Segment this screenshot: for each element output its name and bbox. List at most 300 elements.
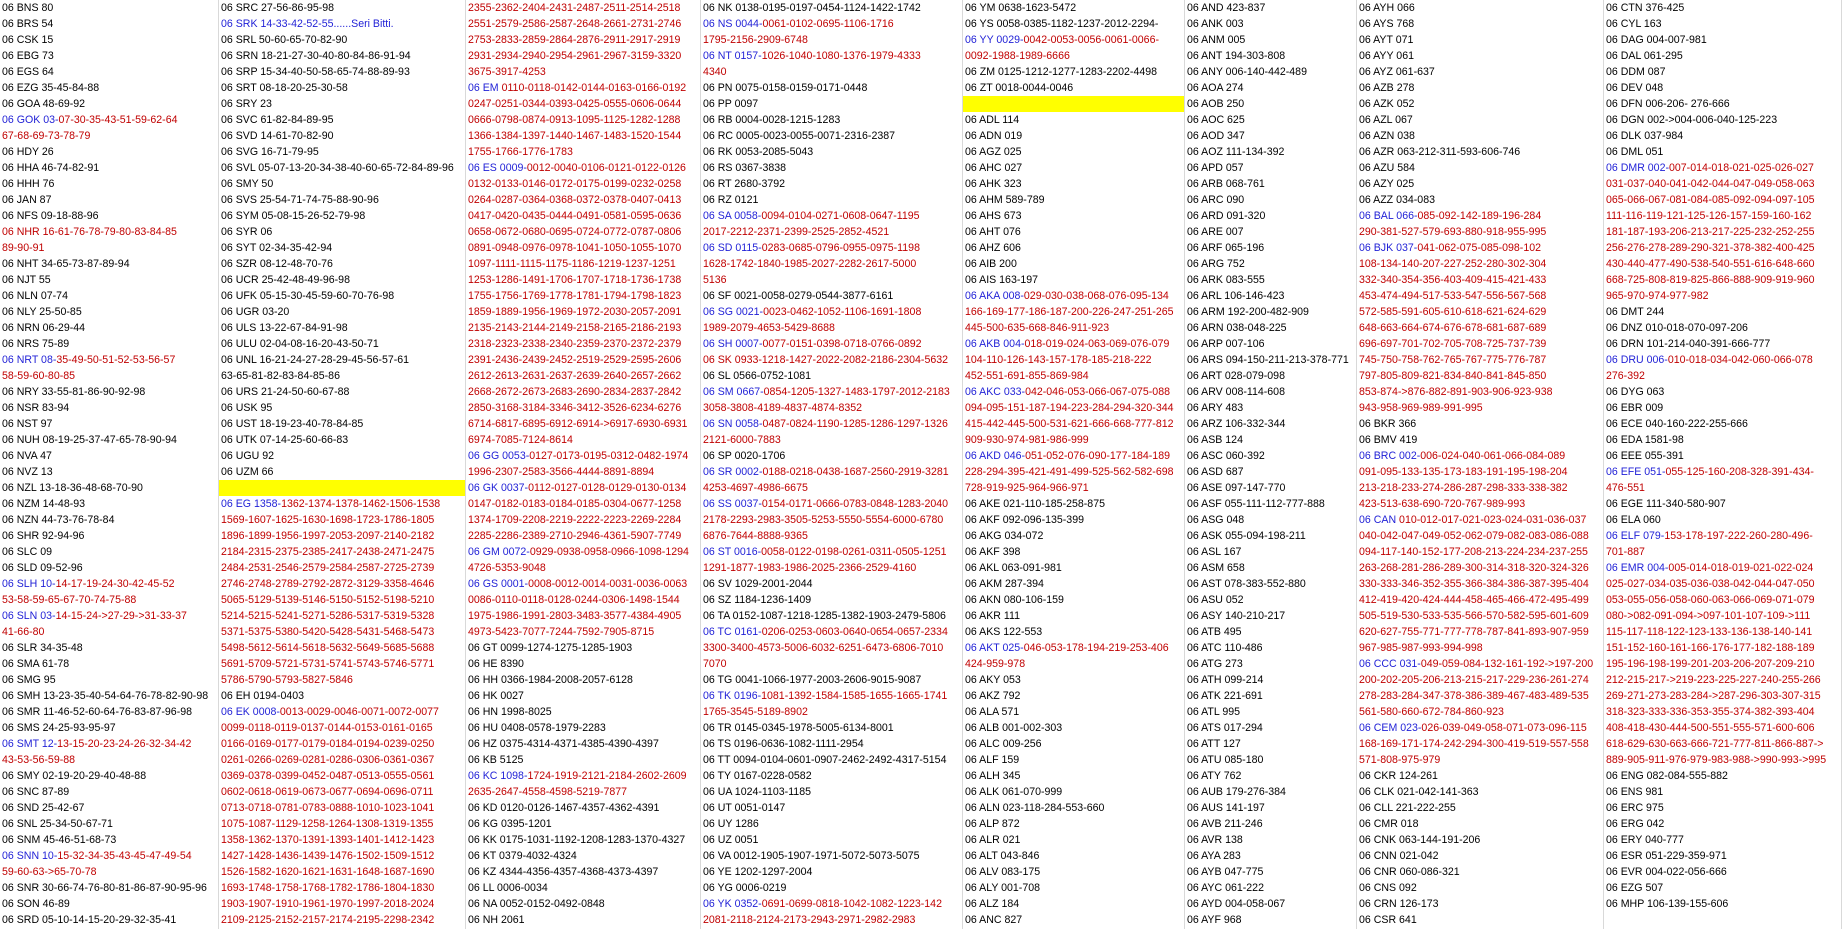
plate-numbers-red: 415-442-445-500-531-621-666-668-777-812 [965,418,1174,430]
plate-text: 06 AZB 278 [1359,82,1415,94]
plate-row [1604,416,1841,432]
plate-numbers-red: 168-169-171-174-242-294-300-419-519-557-558 [1359,738,1589,750]
plate-row [1604,192,1841,208]
plate-row [963,864,1184,880]
plate-text: 06 APD 057 [1187,162,1244,174]
plate-numbers-red: 042-046-053-066-067-075-088 [1025,386,1170,398]
plate-numbers-red: 0092-1988-1989-6666 [965,50,1070,62]
plate-text: 06 NLN 07-74 [2,290,68,302]
plate-text: 06 AYZ 061-637 [1359,66,1435,78]
plate-numbers-red: 1975-1986-1991-2803-3483-3577-4384-4905 [468,610,682,622]
plate-row [219,880,465,896]
plate-row [219,816,465,832]
plate-row [963,896,1184,912]
plate-row [0,816,218,832]
series-prefix: 06 GS 0001- [468,578,529,590]
plate-text: 06 DMT 244 [1606,306,1665,318]
plate-row [0,608,218,624]
plate-numbers-red: 696-697-701-702-705-708-725-737-739 [1359,338,1547,350]
plate-numbers-red: 59-60-63->65-70-78 [2,866,97,878]
plate-text: 06 KG 0395-1201 [468,818,552,830]
plate-numbers-red: 2135-2143-2144-2149-2158-2165-2186-2193 [468,322,682,334]
plate-text: 06 NK 0138-0195-0197-0454-1124-1422-1742 [703,2,921,14]
plate-numbers-red: 041-062-075-085-098-102 [1417,242,1542,254]
plate-row [1357,176,1603,192]
plate-numbers-red: 1903-1907-1910-1961-1970-1997-2018-2024 [221,898,435,910]
series-prefix: 06 SH 0007- [703,338,763,350]
plate-row [1357,288,1603,304]
plate-row [0,672,218,688]
plate-numbers-red: 0012-0040-0106-0121-0122-0126 [526,162,686,174]
series-prefix: 06 SM 0667- [703,386,764,398]
plate-row [963,480,1184,496]
plate-row [701,880,962,896]
plate-numbers-red: 278-283-284-347-378-386-389-467-483-489-535 [1359,690,1589,702]
plate-row [0,560,218,576]
plate-text: 06 AKY 053 [965,674,1021,686]
plate-numbers-red: 14-17-19-24-30-42-45-52 [55,578,175,590]
plate-row [701,160,962,176]
plate-row [1357,592,1603,608]
plate-text: 06 ALC 009-256 [965,738,1042,750]
plate-text: 06 SZR 08-12-48-70-76 [221,258,333,270]
plate-row [1185,192,1356,208]
plate-row [219,864,465,880]
series-prefix: 06 TC 0161- [703,626,762,638]
plate-numbers-red: 0147-0182-0183-0184-0185-0304-0677-1258 [468,498,682,510]
plate-text: 06 HN 1998-8025 [468,706,552,718]
plate-text: 06 SMH 13-23-35-40-54-64-76-78-82-90-98 [2,690,209,702]
plate-row [219,16,465,32]
plate-row [701,224,962,240]
plate-row [701,912,962,928]
plate-numbers-red: 1765-3545-5189-8902 [703,706,808,718]
plate-numbers-red: 007-014-018-021-025-026-027 [1669,162,1814,174]
plate-row [701,672,962,688]
plate-text: 06 ALF 159 [965,754,1020,766]
plate-numbers-red: 0261-0266-0269-0281-0286-0306-0361-0367 [221,754,435,766]
plate-text: 06 ALK 061-070-999 [965,786,1063,798]
plate-row [219,224,465,240]
plate-row [0,448,218,464]
plate-numbers-red: 111-116-119-121-125-126-157-159-160-162 [1606,210,1812,222]
plate-numbers-red: 055-125-160-208-328-391-434- [1665,466,1814,478]
plate-text: 06 AKF 398 [965,546,1021,558]
plate-row [701,832,962,848]
plate-row [701,480,962,496]
plate-text: 06 ARM 192-200-482-909 [1187,306,1309,318]
plate-row [963,736,1184,752]
plate-row [466,352,700,368]
plate-row [1604,656,1841,672]
plate-text: 06 DEV 048 [1606,82,1664,94]
plate-row [963,800,1184,816]
plate-row [1185,576,1356,592]
plate-row [1604,320,1841,336]
series-prefix: 06 ELF 079- [1606,530,1665,542]
plate-numbers-red: 1075-1087-1129-1258-1264-1308-1319-1355 [221,818,434,830]
plate-row [1604,128,1841,144]
plate-row [963,64,1184,80]
plate-numbers-red: 476-551 [1606,482,1645,494]
plate-row [466,672,700,688]
plate-text: 06 AHZ 606 [965,242,1021,254]
series-prefix: 06 AKD 046- [965,450,1026,462]
plate-numbers-red: 0417-0420-0435-0444-0491-0581-0595-0636 [468,210,682,222]
plate-row [1357,144,1603,160]
plate-row [1185,592,1356,608]
plate-row [1357,32,1603,48]
plate-row [701,192,962,208]
plate-row [1604,144,1841,160]
column-2 [219,0,466,929]
series-prefix: 06 YY 0029- [965,34,1024,46]
plate-numbers-red: 2391-2436-2439-2452-2519-2529-2595-2606 [468,354,682,366]
plate-numbers-red: 0602-0618-0619-0673-0677-0694-0696-0711 [221,786,434,798]
plate-row [1604,768,1841,784]
plate-row [963,608,1184,624]
plate-numbers-red: 3058-3808-4189-4837-4874-8352 [703,402,863,414]
plate-numbers-red: 412-419-420-424-444-458-465-466-472-495-499 [1359,594,1589,606]
plate-text: 06 CLK 021-042-141-363 [1359,786,1479,798]
plate-row [219,256,465,272]
plate-text: 06 NH 2061 [468,914,525,926]
plate-text: 06 AOZ 111-134-392 [1187,146,1285,158]
plate-row [963,528,1184,544]
plate-numbers-red: 1755-1766-1776-1783 [468,146,573,158]
plate-row [1604,304,1841,320]
plate-text: 06 DYG 063 [1606,386,1665,398]
plate-text: 06 AHM 589-789 [965,194,1045,206]
plate-text: 06 ASF 055-111-112-777-888 [1187,498,1325,510]
plate-numbers-red: 424-959-978 [965,658,1026,670]
plate-row [466,112,700,128]
plate-text: 06 AZZ 034-083 [1359,194,1435,206]
plate-text: 06 AZN 038 [1359,130,1415,142]
plate-text: 06 DFN 006-206- 276-666 [1606,98,1730,110]
plate-row [1185,464,1356,480]
plate-numbers-red: 1358-1362-1370-1391-1393-1401-1412-1423 [221,834,435,846]
plate-numbers-red: 080->082-091-094->097-101-107-109->111 [1606,610,1811,622]
plate-text: 06 ASE 097-147-770 [1187,482,1286,494]
plate-row [963,352,1184,368]
plate-row [1357,912,1603,928]
plate-row [466,240,700,256]
plate-row [219,528,465,544]
plate-row [963,320,1184,336]
plate-numbers-red: 423-513-638-690-720-767-989-993 [1359,498,1526,510]
series-prefix: 06 DMR 002- [1606,162,1669,174]
plate-row [963,416,1184,432]
plate-row [701,576,962,592]
plate-numbers-red: 4973-5423-7077-7244-7592-7905-8715 [468,626,655,638]
plate-row [0,752,218,768]
plate-row [1185,768,1356,784]
series-prefix: 06 NS 0044- [703,18,763,30]
plate-row [219,832,465,848]
plate-row [466,544,700,560]
plate-text: 06 UST 18-19-23-40-78-84-85 [221,418,364,430]
plate-row [1604,880,1841,896]
plate-row [701,800,962,816]
plate-numbers-red: 572-585-591-605-610-618-621-624-629 [1359,306,1547,318]
plate-row [963,176,1184,192]
plate-row [1357,688,1603,704]
plate-row [1357,800,1603,816]
plate-numbers-red: 5786-5790-5793-5827-5846 [221,674,353,686]
plate-text: 06 UCR 25-42-48-49-96-98 [221,274,350,286]
plate-numbers-red: 571-808-975-979 [1359,754,1441,766]
plate-row [963,448,1184,464]
plate-row [1604,112,1841,128]
plate-numbers-red: 025-027-034-035-036-038-042-044-047-050 [1606,578,1815,590]
plate-row [963,80,1184,96]
plate-row [1604,400,1841,416]
plate-row [1185,752,1356,768]
plate-row [219,704,465,720]
plate-text: 06 ATU 085-180 [1187,754,1264,766]
plate-text: 06 AIB 200 [965,258,1017,270]
plate-row [1357,784,1603,800]
series-prefix: 06 SMT 12- [2,738,58,750]
plate-row [466,16,700,32]
plate-text: 06 ASU 052 [1187,594,1244,606]
plate-row [466,912,700,928]
plate-numbers-red: 200-202-205-206-213-215-217-229-236-261-274 [1359,674,1589,686]
plate-row [466,400,700,416]
plate-text: 06 ALP 872 [965,818,1020,830]
series-prefix: 06 CCC 031- [1359,658,1421,670]
plate-row [1185,352,1356,368]
plate-text: 06 ADL 114 [965,114,1020,126]
plate-row [701,32,962,48]
column-1 [0,0,219,929]
plate-text: 06 SLC 09 [2,546,53,558]
plate-row [1185,304,1356,320]
plate-numbers-red: 053-055-056-058-060-063-066-069-071-079 [1606,594,1815,606]
plate-numbers-red: 2081-2118-2124-2173-2943-2971-2982-2983 [703,914,916,926]
plate-row [1185,896,1356,912]
plate-text: 06 AOD 347 [1187,130,1245,142]
plate-row [219,688,465,704]
series-prefix: 06 EG 1358- [221,498,282,510]
plate-row [1357,656,1603,672]
plate-row [0,912,218,928]
plate-text: 06 CNS 092 [1359,882,1417,894]
plate-text: 06 URS 21-24-50-60-67-88 [221,386,350,398]
plate-numbers-red: 3300-3400-4573-5006-6032-6251-6473-6806-7010 [703,642,944,654]
plate-row [701,96,962,112]
plate-row [1185,816,1356,832]
plate-row [1604,16,1841,32]
plate-row [701,416,962,432]
plate-row [219,560,465,576]
plate-row [1185,736,1356,752]
plate-numbers-red: 452-551-691-855-869-984 [965,370,1089,382]
column-8 [1604,0,1842,929]
plate-text: 06 SRL 50-60-65-70-82-90 [221,34,348,46]
plate-row [701,256,962,272]
plate-row [0,464,218,480]
plate-row [701,784,962,800]
plate-row [219,464,465,480]
plate-row [701,368,962,384]
plate-text: 06 ULS 13-22-67-84-91-98 [221,322,348,334]
plate-text: 06 SRT 08-18-20-25-30-58 [221,82,348,94]
plate-text: 06 AKN 080-106-159 [965,594,1064,606]
plate-row [1604,784,1841,800]
plate-numbers-red: 35-49-50-51-52-53-56-57 [56,354,176,366]
plate-row [1604,48,1841,64]
plate-row [1357,608,1603,624]
plate-numbers-red: 1989-2079-4653-5429-8688 [703,322,835,334]
plate-numbers-red: 1724-1919-2121-2184-2602-2609 [527,770,687,782]
plate-row [1185,480,1356,496]
plate-row [963,688,1184,704]
plate-text: 06 AYF 968 [1187,914,1242,926]
plate-text: 06 NJT 55 [2,274,51,286]
plate-text: 06 CRN 126-173 [1359,898,1439,910]
plate-row [219,368,465,384]
plate-row [1185,64,1356,80]
plate-row [0,352,218,368]
plate-row [219,128,465,144]
series-prefix: 06 GOK 03- [2,114,59,126]
plate-row [1185,528,1356,544]
plate-row [1357,816,1603,832]
series-prefix: 06 SRK 14-33-42-52-55......Seri Bitti. [221,18,394,30]
plate-row [1357,128,1603,144]
plate-numbers-red: 010-012-017-021-023-024-031-036-037 [1399,514,1587,526]
plate-row [701,240,962,256]
plate-text: 06 NHT 34-65-73-87-89-94 [2,258,130,270]
plate-numbers-red: 0086-0110-0118-0128-0244-0306-1498-1544 [468,594,680,606]
plate-numbers-red: 256-276-278-289-290-321-378-382-400-425 [1606,242,1815,254]
plate-row [1357,48,1603,64]
plate-text: 06 AYH 066 [1359,2,1415,14]
plate-row [466,464,700,480]
plate-row [466,480,700,496]
plate-text: 06 ARP 007-106 [1187,338,1265,350]
plate-row [0,848,218,864]
plate-row [963,400,1184,416]
plate-text: 06 ULU 02-04-08-16-20-43-50-71 [221,338,379,350]
plate-row [701,816,962,832]
plate-row [219,64,465,80]
plate-row [963,816,1184,832]
plate-row [219,512,465,528]
plate-text: 06 KZ 4344-4356-4357-4368-4373-4397 [468,866,659,878]
plate-text: 06 SVG 16-71-79-95 [221,146,319,158]
plate-row [1185,48,1356,64]
plate-text: 06 UNL 16-21-24-27-28-29-45-56-57-61 [221,354,410,366]
plate-text: 06 SL 0566-0752-1081 [703,370,811,382]
series-prefix: 06 YK 0352- [703,898,762,910]
plate-numbers-red: 290-381-527-579-693-880-918-955-995 [1359,226,1547,238]
plate-row [1604,592,1841,608]
plate-row [701,592,962,608]
plate-numbers-red: 0099-0118-0119-0137-0144-0153-0161-0165 [221,722,433,734]
plate-row [1604,672,1841,688]
plate-row [0,400,218,416]
plate-row [466,608,700,624]
plate-numbers-red: 0110-0118-0142-0144-0163-0166-0192 [501,82,687,94]
plate-row [466,48,700,64]
plate-row [963,848,1184,864]
plate-text: 06 USK 95 [221,402,273,414]
plate-row [219,640,465,656]
plate-text: 06 AZU 584 [1359,162,1415,174]
plate-row [0,32,218,48]
plate-row [1185,784,1356,800]
column-6 [1185,0,1357,929]
plate-row [963,224,1184,240]
plate-numbers-red: 195-196-198-199-201-203-206-207-209-210 [1606,658,1815,670]
plate-text: 06 GT 0099-1274-1275-1285-1903 [468,642,633,654]
plate-numbers-red: 1081-1392-1584-1585-1655-1665-1741 [761,690,948,702]
plate-row [701,304,962,320]
plate-numbers-red: 14-15-24->27-29->31-33-37 [55,610,187,622]
plate-text: 06 SYR 06 [221,226,273,238]
plate-row [0,688,218,704]
plate-numbers-red: 0691-0699-0818-1042-1082-1223-142 [761,898,942,910]
plate-row [1604,864,1841,880]
series-prefix: 06 KC 1098- [468,770,528,782]
plate-row [1357,432,1603,448]
plate-row [1357,752,1603,768]
plate-row [466,688,700,704]
plate-text: 06 ASY 140-210-217 [1187,610,1286,622]
plate-text: 06 AKZ 792 [965,690,1021,702]
plate-text: 06 ATC 110-486 [1187,642,1263,654]
column-4 [701,0,963,929]
plate-row [963,336,1184,352]
plate-text: 06 ARD 091-320 [1187,210,1266,222]
plate-row [466,448,700,464]
plate-row [219,80,465,96]
plate-row [1185,400,1356,416]
plate-text: 06 DLK 037-984 [1606,130,1684,142]
plate-row [1185,272,1356,288]
plate-row [1357,528,1603,544]
plate-row [219,384,465,400]
plate-text: 06 PN 0075-0158-0159-0171-0448 [703,82,868,94]
plate-text: 06 VA 0012-1905-1907-1971-5072-5073-5075 [703,850,920,862]
plate-row [0,240,218,256]
plate-row [1185,608,1356,624]
plate-numbers-red: 212-215-217->219-223-225-227-240-255-266 [1606,674,1821,686]
plate-text: 06 SNM 45-46-51-68-73 [2,834,117,846]
plate-row [1604,832,1841,848]
plate-text: 06 AKF 092-096-135-399 [965,514,1084,526]
plate-row [0,208,218,224]
plate-text: 06 SP 0020-1706 [703,450,786,462]
plate-row [1604,544,1841,560]
plate-text: 06 CNN 021-042 [1359,850,1439,862]
plate-text: 06 NVZ 13 [2,466,53,478]
plate-row [219,592,465,608]
series-prefix: 06 EK 0008- [221,706,280,718]
plate-row [1357,720,1603,736]
plate-row [1185,96,1356,112]
plate-text: 06 AST 078-383-552-880 [1187,578,1306,590]
plate-row [466,720,700,736]
plate-text: 06 AIS 163-197 [965,274,1039,286]
plate-row [0,640,218,656]
series-prefix: 06 EMR 004- [1606,562,1669,574]
plate-text: 06 HU 0408-0578-1979-2283 [468,722,606,734]
plate-row [1604,464,1841,480]
